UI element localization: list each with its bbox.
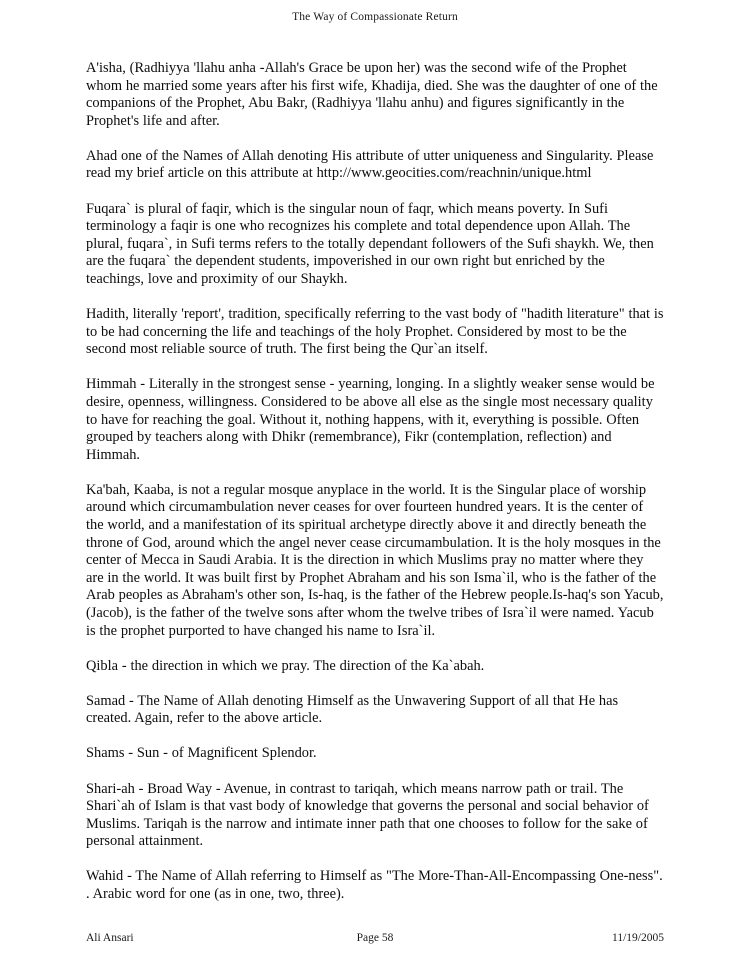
footer-author: Ali Ansari <box>86 932 134 944</box>
footer-page-number: Page 58 <box>356 932 394 944</box>
glossary-entry-shariah: Shari-ah - Broad Way - Avenue, in contrast to tariqah, which means narrow path or trail. The Shari`ah of Islam is that vast body of knowledge that governs the personal and social behavior of Muslims. Tariqah is the narrow and intimate inner path that one chooses to follow for the sake of personal attainment. <box>86 780 649 850</box>
glossary-entry-shams: Shams - Sun - of Magnificent Splendor. <box>86 745 317 762</box>
glossary-entry-aisha: A'isha, (Radhiyya 'llahu anha -Allah's Grace be upon her) was the second wife of the Prophet whom he married some years after his first wife, Khadija, died. She was the daughter of one of the companions of the Prophet, Abu Bakr, (Radhiyya 'llahu anhu) and figures significantly in the Prophet's life and after. <box>86 60 658 129</box>
footer-date: 11/19/2005 <box>612 932 664 944</box>
document-body <box>86 60 664 921</box>
running-header: The Way of Compassionate Return <box>292 11 458 23</box>
glossary-entry-samad: Samad - The Name of Allah denoting Himself as the Unwavering Support of all that He has created. Again, refer to the above article. <box>86 692 619 727</box>
glossary-entry-hadith: Hadith, literally 'report', tradition, specifically referring to the vast body of "hadith literature" that is to be had concerning the life and teachings of the holy Prophet. Considered by most to be the second most reliable source of truth. The first being the Qur`an itself. <box>86 306 664 358</box>
glossary-entry-ahad: Ahad one of the Names of Allah denoting His attribute of utter uniqueness and Singularity. Please read my brief article on this attribute at http://www.geocities.com/reachnin/unique.html <box>86 147 654 182</box>
glossary-entry-qibla: Qibla - the direction in which we pray. The direction of the Ka`abah. <box>86 657 485 674</box>
page-footer <box>86 930 664 946</box>
glossary-entry-kabah: Ka'bah, Kaaba, is not a regular mosque anyplace in the world. It is the Singular place of worship around which circumambulation never ceases for over fourteen hundred years. It is the center of the world, and a manifestation of its spiritual archetype directly above it and directly beneath the throne of God, around which the angel never cease circumambulation. It is the holy mosques in the center of Mecca in Saudi Arabia. It is the direction in which Muslims pray no matter where they are in the world. It was built first by Prophet Abraham and his son Isma`il, who is the father of the Arab peoples as Abraham's other son, Is-haq, is the father of the Hebrew people.Is-haq's son Yacub, (Jacob), is the father of the twelve sons after whom the twelve tribes of Isra`il were named. Yacub is the prophet purported to have changed his name to Isra`il. <box>86 481 664 639</box>
glossary-entry-himmah: Himmah - Literally in the strongest sense - yearning, longing. In a slightly weaker sense would be desire, openness, willingness. Considered to be above all else as the single most necessary quality to have for reaching the goal. Without it, nothing happens, with it, everything is possible. Often grouped by teachers along with Dhikr (remembrance), Fikr (contemplation, reflection) and Himmah. <box>86 376 655 463</box>
glossary-entry-wahid: Wahid - The Name of Allah referring to Himself as "The More-Than-All-Encompassing One-ness". . Arabic word for one (as in one, two, three). <box>86 868 663 902</box>
glossary-entry-fuqara: Fuqara` is plural of faqir, which is the singular noun of faqr, which means poverty. In Sufi terminology a faqir is one who recognizes his complete and total dependence upon Allah. The plural, fuqara`, in Sufi terms refers to the totally dependant followers of the Sufi shaykh. We, then are the fuqara` the dependent students, impoverished in our own right but enriched by the teachings, love and proximity of our Shaykh. <box>86 200 654 287</box>
